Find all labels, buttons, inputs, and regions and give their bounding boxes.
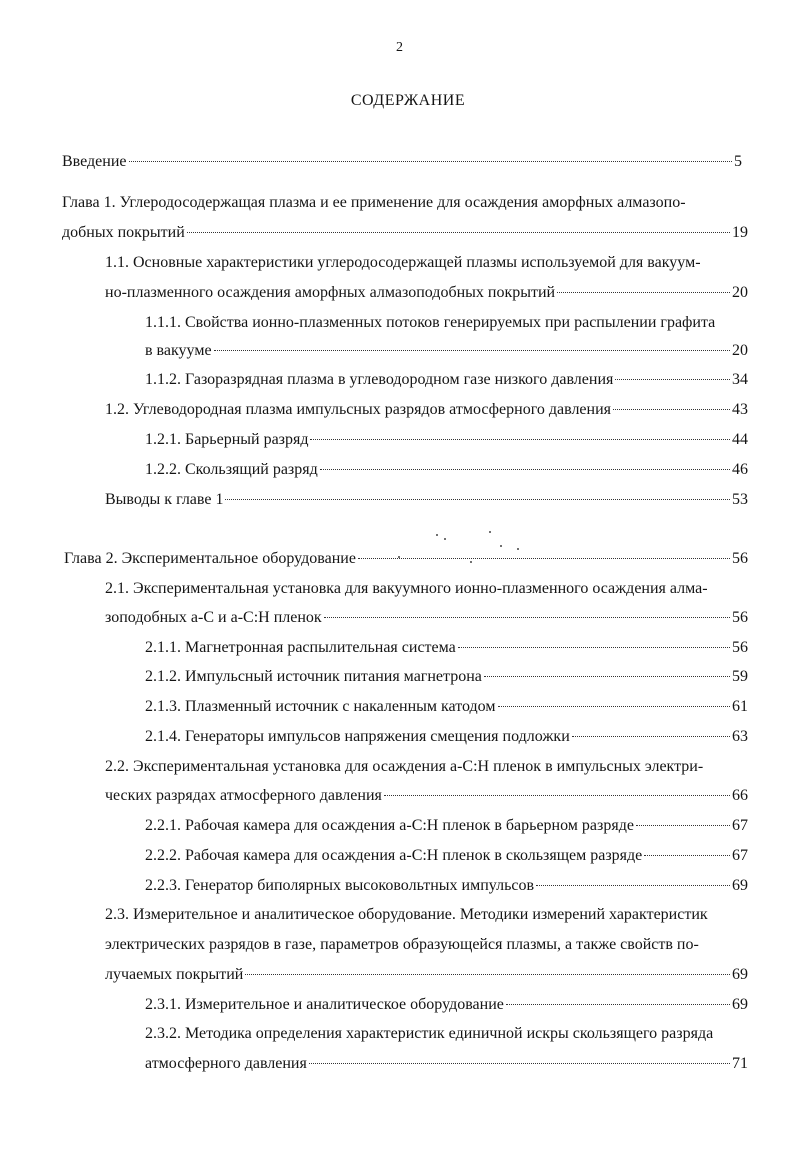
dot-leader: [324, 617, 730, 618]
toc-entry-page: 66: [732, 787, 748, 804]
toc-entry[interactable]: [62, 223, 748, 243]
dot-leader: [644, 855, 730, 856]
dot-leader: [358, 558, 730, 559]
toc-entry-page: 63: [732, 728, 748, 745]
toc-entry[interactable]: [145, 460, 748, 480]
toc-entry[interactable]: [145, 846, 748, 866]
toc-entry[interactable]: [105, 608, 748, 628]
dot-leader: [636, 825, 730, 826]
dot-leader: [498, 706, 731, 707]
page-number: 2: [396, 40, 403, 55]
scan-speck: [444, 538, 446, 540]
toc-entry-title: но-плазменного осаждения аморфных алмазоподобных покрытий: [105, 284, 556, 301]
toc-entry[interactable]: [105, 786, 748, 806]
toc-entry[interactable]: [145, 816, 748, 836]
toc-entry-first-line[interactable]: 1.1.1. Свойства ионно-плазменных потоков генерируемых при распылении графита: [145, 314, 716, 331]
dot-leader: [384, 795, 730, 796]
toc-entry[interactable]: [105, 400, 748, 420]
toc-entry-title: Выводы к главе 1: [105, 491, 224, 508]
dot-leader: [245, 974, 730, 975]
toc-entry-page: 44: [732, 431, 748, 448]
toc-entry-title: зоподобных a-C и a-C:H пленок: [105, 609, 322, 626]
toc-entry-title: лучаемых покрытий: [105, 966, 244, 983]
toc-entry[interactable]: [105, 490, 748, 510]
toc-entry-page: 5: [734, 153, 742, 170]
toc-entry-page: 56: [732, 550, 748, 567]
dot-leader: [536, 885, 730, 886]
toc-entry-title: ческих разрядах атмосферного давления: [105, 787, 382, 804]
toc-entry-page: 53: [732, 491, 748, 508]
toc-entry-page: 61: [732, 698, 748, 715]
toc-entry[interactable]: [145, 430, 748, 450]
toc-entry[interactable]: [145, 727, 748, 747]
scan-speck: [500, 545, 502, 547]
dot-leader: [187, 232, 730, 233]
toc-entry-title: в вакууме: [145, 342, 212, 359]
toc-entry-title: добных покрытий: [62, 224, 185, 241]
toc-entry-title: 2.1.3. Плазменный источник с накаленным катодом: [145, 698, 496, 715]
toc-entry-title: 1.2. Углеводородная плазма импульсных разрядов атмосферного давления: [105, 401, 612, 418]
dot-leader: [309, 1063, 730, 1064]
toc-entry-title: 1.2.2. Скользящий разряд: [145, 461, 318, 478]
dot-leader: [572, 736, 730, 737]
toc-entry-page: 69: [732, 996, 748, 1013]
toc-entry-page: 67: [732, 817, 748, 834]
dot-leader: [225, 499, 730, 500]
toc-entry[interactable]: [62, 152, 742, 172]
toc-entry[interactable]: [145, 1054, 748, 1074]
toc-entry-page: 56: [732, 639, 748, 656]
toc-entry-first-line[interactable]: 2.3.2. Методика определения характеристик единичной искры скользящего разряда: [145, 1025, 714, 1042]
toc-entry[interactable]: [145, 876, 748, 896]
toc-entry-page: 34: [732, 371, 748, 388]
toc-entry-page: 69: [732, 966, 748, 983]
dot-leader: [458, 647, 730, 648]
toc-entry[interactable]: [105, 965, 748, 985]
toc-entry-title: 2.3.1. Измерительное и аналитическое оборудование: [145, 996, 504, 1013]
toc-entry-first-line[interactable]: 1.1. Основные характеристики углеродосодержащей плазмы используемой для вакуум-: [105, 254, 701, 271]
toc-entry[interactable]: [145, 638, 748, 658]
toc-entry[interactable]: [145, 341, 748, 361]
dot-leader: [320, 469, 730, 470]
toc-entry-middle-line[interactable]: электрических разрядов в газе, параметров образующейся плазмы, а также свойств по-: [105, 936, 699, 953]
toc-entry-title: 1.2.1. Барьерный разряд: [145, 431, 309, 448]
toc-entry-title: 2.2.1. Рабочая камера для осаждения a-C:H пленок в барьерном разряде: [145, 817, 634, 834]
dot-leader: [506, 1004, 730, 1005]
toc-entry-page: 43: [732, 401, 748, 418]
toc-entry[interactable]: [105, 283, 748, 303]
toc-entry-page: 71: [732, 1055, 748, 1072]
toc-entry-title: 2.1.4. Генераторы импульсов напряжения смещения подложки: [145, 728, 570, 745]
toc-entry-first-line[interactable]: 2.2. Экспериментальная установка для осаждения a-C:H пленок в импульсных электри-: [105, 758, 704, 775]
toc-entry[interactable]: [145, 995, 748, 1015]
toc-entry[interactable]: [64, 549, 748, 569]
toc-entry-title: 2.1.1. Магнетронная распылительная система: [145, 639, 456, 656]
toc-entry-title: атмосферного давления: [145, 1055, 307, 1072]
toc-entry-title: 1.1.2. Газоразрядная плазма в углеводородном газе низкого давления: [145, 371, 614, 388]
toc-entry-title: 2.2.2. Рабочая камера для осаждения a-C:H пленок в скользящем разряде: [145, 847, 643, 864]
scan-speck: [436, 534, 438, 536]
page-title: СОДЕРЖАНИЕ: [350, 92, 466, 109]
dot-leader: [484, 676, 730, 677]
toc-entry-page: 59: [732, 668, 748, 685]
toc-entry[interactable]: [145, 370, 748, 390]
toc-entry-first-line[interactable]: Глава 1. Углеродосодержащая плазма и ее применение для осаждения аморфных алмазопо-: [62, 194, 686, 211]
dot-leader: [615, 379, 730, 380]
toc-entry-page: 20: [732, 342, 748, 359]
toc-entry-first-line[interactable]: 2.3. Измерительное и аналитическое оборудование. Методики измерений характеристик: [105, 906, 708, 923]
toc-entry[interactable]: [145, 667, 748, 687]
dot-leader: [557, 292, 730, 293]
toc-entry-title: Глава 2. Экспериментальное оборудование: [64, 550, 356, 567]
toc-entry-page: 46: [732, 461, 748, 478]
toc-entry-page: 56: [732, 609, 748, 626]
toc-entry-page: 67: [732, 847, 748, 864]
toc-entry-page: 20: [732, 284, 748, 301]
dot-leader: [129, 161, 733, 162]
toc-entry-title: 2.1.2. Импульсный источник питания магнетрона: [145, 668, 482, 685]
dot-leader: [214, 350, 730, 351]
toc-entry[interactable]: [145, 697, 748, 717]
toc-entry-first-line[interactable]: 2.1. Экспериментальная установка для вакуумного ионно-плазменного осаждения алма-: [105, 580, 708, 597]
scan-speck: [489, 531, 491, 533]
toc-entry-page: 69: [732, 877, 748, 894]
toc-entry-title: 2.2.3. Генератор биполярных высоковольтных импульсов: [145, 877, 535, 894]
dot-leader: [613, 409, 730, 410]
toc-entry-title: Введение: [62, 153, 127, 170]
dot-leader: [310, 439, 730, 440]
toc-entry-page: 19: [732, 224, 748, 241]
